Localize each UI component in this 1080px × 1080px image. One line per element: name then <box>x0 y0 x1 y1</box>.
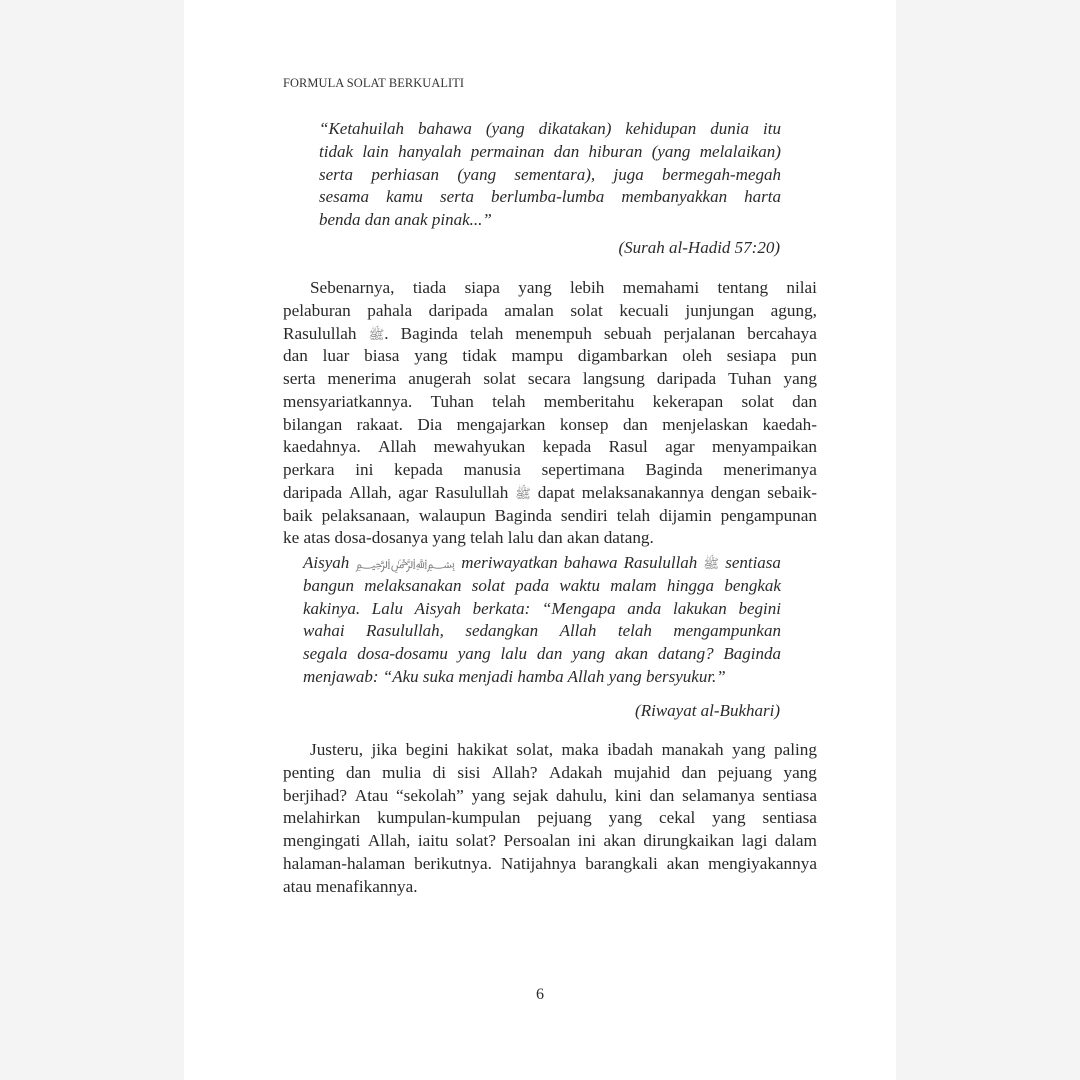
word: bengkak <box>724 575 781 595</box>
word: anda <box>627 598 662 618</box>
word: daripada <box>428 300 488 320</box>
word: yang <box>414 346 448 366</box>
word: manusia <box>463 460 521 479</box>
word: manakah <box>661 740 724 759</box>
word <box>515 482 531 505</box>
word: melaksanakannya <box>581 482 704 502</box>
word: Dia <box>417 414 443 434</box>
word: melahirkan <box>283 808 361 828</box>
word: meriwayatkan <box>461 553 558 572</box>
word: “Ketahuilah <box>319 119 405 138</box>
quote-line <box>319 118 781 141</box>
word: Allah, <box>367 831 411 850</box>
word: bangun <box>303 575 354 595</box>
word: Adakah <box>548 762 603 782</box>
word: dunia <box>710 119 749 138</box>
word: lalu <box>500 644 527 663</box>
book-page <box>184 0 896 1080</box>
word: memberitahu <box>543 391 635 411</box>
word: mengampunkan <box>673 621 781 641</box>
word: Aisyah <box>414 598 461 618</box>
word: menjelaskan <box>662 414 749 434</box>
word: berikutnya. <box>414 853 492 873</box>
word: solat <box>741 391 774 411</box>
word: luar <box>322 346 350 366</box>
word: daripada <box>283 482 343 502</box>
word: cekal <box>659 808 696 828</box>
word: Atau <box>354 785 389 805</box>
honorific-icon: ﷺ <box>703 557 720 572</box>
quote-line: benda dan anak pinak...” <box>319 210 492 229</box>
paragraph-line <box>283 807 817 830</box>
word: serta <box>319 164 353 184</box>
word: yang <box>712 808 746 828</box>
word: yang <box>572 644 606 663</box>
word: serta <box>439 187 474 207</box>
word: dan <box>345 762 371 782</box>
word: pun <box>791 346 817 366</box>
word: permainan <box>470 141 545 161</box>
paragraph-line <box>283 414 817 437</box>
word: kaedahnya. <box>283 437 361 457</box>
word: begini <box>405 740 449 759</box>
body-paragraph <box>283 739 817 898</box>
word: akan <box>603 831 636 850</box>
word: sementara), <box>514 164 596 184</box>
paragraph-line <box>283 459 817 482</box>
word: sisi <box>457 762 481 782</box>
word: kehidupan <box>625 119 697 138</box>
word: sebaik- <box>767 482 817 502</box>
word: ibadah <box>607 740 654 759</box>
word: sesama <box>319 187 370 207</box>
word <box>355 552 455 575</box>
word: pejuang <box>717 762 773 782</box>
word: ini <box>355 460 374 479</box>
word: (yang <box>651 141 691 161</box>
word: Allah <box>378 437 417 457</box>
word: langsung <box>582 369 645 388</box>
word: selamanya <box>682 785 755 805</box>
word: pejuang <box>537 808 592 828</box>
word: telah <box>617 621 652 641</box>
word: Tuhan <box>430 391 474 411</box>
word: waktu <box>559 575 600 595</box>
word: lain <box>362 141 389 161</box>
paragraph-line <box>283 830 817 853</box>
paragraph-line <box>283 368 817 391</box>
quote-line <box>319 141 781 164</box>
word: Sebenarnya, <box>310 278 395 297</box>
paragraph-line <box>283 345 817 368</box>
word: pelaburan <box>283 300 351 320</box>
word: solat, <box>516 740 554 759</box>
word: kakinya. <box>303 598 361 618</box>
word: baik <box>283 505 313 525</box>
paragraph-line <box>283 391 817 414</box>
word: bahawa <box>418 119 472 138</box>
word: ini <box>577 831 596 850</box>
word: Baginda <box>400 323 458 343</box>
word: digambarkan <box>577 346 668 366</box>
word: telah <box>469 323 504 343</box>
paragraph-line <box>283 505 817 528</box>
word: yang <box>471 785 506 805</box>
word: sebuah <box>603 323 652 343</box>
word: kumpulan-kumpulan <box>377 808 521 828</box>
paragraph-line <box>283 436 817 459</box>
word: juga <box>613 164 644 184</box>
word: pelaksanaan, <box>321 505 410 525</box>
word: walaupun <box>418 505 486 525</box>
word: tentang <box>717 278 769 297</box>
word: halaman-halaman <box>283 853 406 873</box>
paragraph-line <box>283 739 817 762</box>
word: maka <box>561 740 599 759</box>
word: tidak <box>462 346 497 366</box>
word: Tuhan <box>728 369 772 388</box>
word: mengingati <box>283 831 361 850</box>
word: telah <box>492 391 526 411</box>
word: akan <box>614 644 649 663</box>
word: siapa <box>464 278 500 297</box>
word: mampu <box>511 346 564 366</box>
word: kecuali <box>619 300 669 320</box>
hadith-quote <box>303 552 781 689</box>
word: mensyariatkannya. <box>283 391 413 411</box>
word: lakukan <box>672 598 727 618</box>
word: sepertimana <box>541 460 625 479</box>
word: segala <box>303 644 348 663</box>
word: berlumba-lumba <box>490 187 605 207</box>
word: dapat <box>537 482 575 502</box>
word: di <box>432 762 447 782</box>
word: dahulu, <box>556 785 608 805</box>
paragraph-line <box>283 277 817 300</box>
hadith-citation: (Riwayat al-Bukhari) <box>635 701 780 720</box>
word: Baginda <box>494 505 552 525</box>
word: Aisyah <box>303 553 350 572</box>
word: Allah? <box>491 762 538 782</box>
word: dan <box>681 762 707 782</box>
word: Natijahnya <box>500 853 577 873</box>
word: solat <box>471 575 505 595</box>
word: hanyalah <box>398 141 462 161</box>
word: sentiasa <box>762 785 817 805</box>
quote-line <box>303 598 781 621</box>
word: malam <box>610 575 657 595</box>
word: dan <box>622 414 648 434</box>
quote-citation: (Surah al-Hadid 57:20) <box>618 238 780 257</box>
word: sentiasa <box>725 553 781 572</box>
word: mewahyukan <box>433 437 526 457</box>
word: kini <box>614 785 642 805</box>
word: agar <box>398 482 428 502</box>
word: sedangkan <box>465 621 539 641</box>
word: “Mengapa <box>541 598 616 618</box>
running-head: FORMULA SOLAT BERKUALITI <box>283 76 465 90</box>
word: wahai <box>303 621 345 641</box>
word: Lalu <box>371 598 403 618</box>
paragraph-line <box>283 482 817 505</box>
word: menyampaikan <box>711 437 817 457</box>
word: “sekolah” <box>396 785 464 805</box>
word: perhiasan <box>371 164 440 184</box>
quran-quote <box>319 118 781 232</box>
word: hakikat <box>457 740 508 759</box>
honorific-icon: ﷽ <box>355 557 456 572</box>
word: mujahid <box>613 762 671 782</box>
word: berjihad? <box>283 785 347 805</box>
word: barangkali <box>585 853 658 873</box>
word: telah <box>616 505 651 525</box>
body-paragraph <box>283 277 817 550</box>
quote-line <box>319 164 781 187</box>
word: serta <box>283 369 316 388</box>
word: lagi <box>741 831 768 850</box>
word: Rasulullah <box>434 482 509 502</box>
word: Allah, <box>349 482 392 502</box>
word: Rasulullah, <box>366 621 444 641</box>
word: datang? <box>657 644 714 663</box>
word: menerima <box>327 369 397 388</box>
word: amalan <box>504 300 554 320</box>
word: itu <box>763 119 781 138</box>
word: daripada <box>656 369 717 388</box>
word: kamu <box>386 187 423 207</box>
word: membanyakkan <box>621 187 728 207</box>
word: melaksanakan <box>364 575 462 595</box>
word: kepada <box>542 437 592 457</box>
quote-line <box>303 643 781 666</box>
word: yang <box>783 369 817 388</box>
word: akan <box>666 853 700 873</box>
page-number: 6 <box>536 986 544 1003</box>
word: ﷺ. <box>368 323 389 343</box>
word: perkara <box>283 460 335 479</box>
word: dikatakan) <box>538 119 612 138</box>
word: sendiri <box>560 505 608 525</box>
word: tidak <box>319 141 353 161</box>
word: Allah <box>559 621 597 641</box>
word: solat <box>570 300 603 320</box>
quote-line: menjawab: “Aku suka menjadi hamba Allah yang bersyukur.” <box>303 666 726 686</box>
word: agar <box>665 437 695 457</box>
word: dosa-dosamu <box>357 644 448 663</box>
word: junjungan <box>685 300 755 320</box>
word: menempuh <box>515 323 592 343</box>
word: dirungkaikan <box>643 831 735 850</box>
word: harta <box>744 187 781 207</box>
paragraph-line <box>283 853 817 876</box>
word: sentiasa <box>762 808 817 828</box>
word: secara <box>527 369 571 388</box>
paragraph-line <box>283 323 817 346</box>
word: dan <box>283 346 308 366</box>
word: Baginda <box>645 460 703 479</box>
paragraph-line <box>283 785 817 808</box>
word: kaedah- <box>762 414 817 434</box>
word: sesiapa <box>726 346 777 366</box>
word: bilangan <box>283 414 343 434</box>
word: solat <box>483 369 516 388</box>
paragraph-line: atau menafikannya. <box>283 876 418 896</box>
word: Rasulullah <box>623 553 698 572</box>
word: yang <box>608 808 643 828</box>
word: memahami <box>622 278 700 297</box>
word: bermegah-megah <box>662 164 781 184</box>
word: yang <box>518 278 552 297</box>
word: menerimanya <box>723 460 817 479</box>
word: dan <box>553 141 580 161</box>
paragraph-line <box>283 762 817 785</box>
word: Rasulullah <box>283 323 357 343</box>
word: bercahaya <box>747 323 817 343</box>
word: anugerah <box>408 369 472 388</box>
word: sejak <box>512 785 549 805</box>
word: konsep <box>559 414 609 434</box>
word: dengan <box>710 482 761 502</box>
word: penting <box>283 762 335 782</box>
word: pengampunan <box>720 505 817 525</box>
word: Rasul <box>608 437 648 457</box>
word: dijamin <box>659 505 712 525</box>
word: iaitu <box>417 831 449 850</box>
word: jika <box>371 740 398 759</box>
word: mengiyakannya <box>708 853 817 873</box>
paragraph-line: ke atas dosa-dosanya yang telah lalu dan akan datang. <box>283 528 654 548</box>
word: hiburan <box>588 141 643 161</box>
word: pada <box>515 575 550 595</box>
quote-line <box>303 575 781 598</box>
quote-line <box>319 186 781 209</box>
word: begini <box>738 598 781 618</box>
word: mengajarkan <box>456 414 546 434</box>
word <box>703 552 719 575</box>
word: (yang <box>485 119 525 138</box>
word: oleh <box>682 346 712 366</box>
word: kekerapan <box>652 391 724 411</box>
word: melalaikan) <box>699 141 781 161</box>
word: rakaat. <box>356 414 403 434</box>
word: hingga <box>666 575 715 595</box>
word: yang <box>783 762 817 782</box>
honorific-icon: ﷺ <box>368 327 385 343</box>
word: bahawa <box>563 553 618 572</box>
word: Justeru, <box>310 740 363 759</box>
word: dan <box>536 644 563 663</box>
word: pahala <box>367 300 413 320</box>
word: agung, <box>770 300 817 320</box>
word: yang <box>732 740 766 759</box>
quote-line <box>303 552 781 575</box>
word: tiada <box>412 278 447 297</box>
word: perjalanan <box>663 323 736 343</box>
word: solat? <box>455 831 496 850</box>
word: dalam <box>774 831 817 850</box>
quote-line <box>303 620 781 643</box>
word: nilai <box>786 278 817 297</box>
word: paling <box>774 740 817 759</box>
word: yang <box>457 644 491 663</box>
word: Baginda <box>723 644 781 663</box>
word: biasa <box>364 346 400 366</box>
word: lebih <box>570 278 605 297</box>
word: mulia <box>382 762 422 782</box>
word: (yang <box>457 164 497 184</box>
word: berkata: <box>472 598 531 618</box>
honorific-icon: ﷺ <box>515 486 531 502</box>
word: Persoalan <box>503 831 571 850</box>
word: kepada <box>394 460 443 479</box>
word: dan <box>649 785 675 805</box>
word: dan <box>792 391 817 411</box>
paragraph-line <box>283 300 817 323</box>
